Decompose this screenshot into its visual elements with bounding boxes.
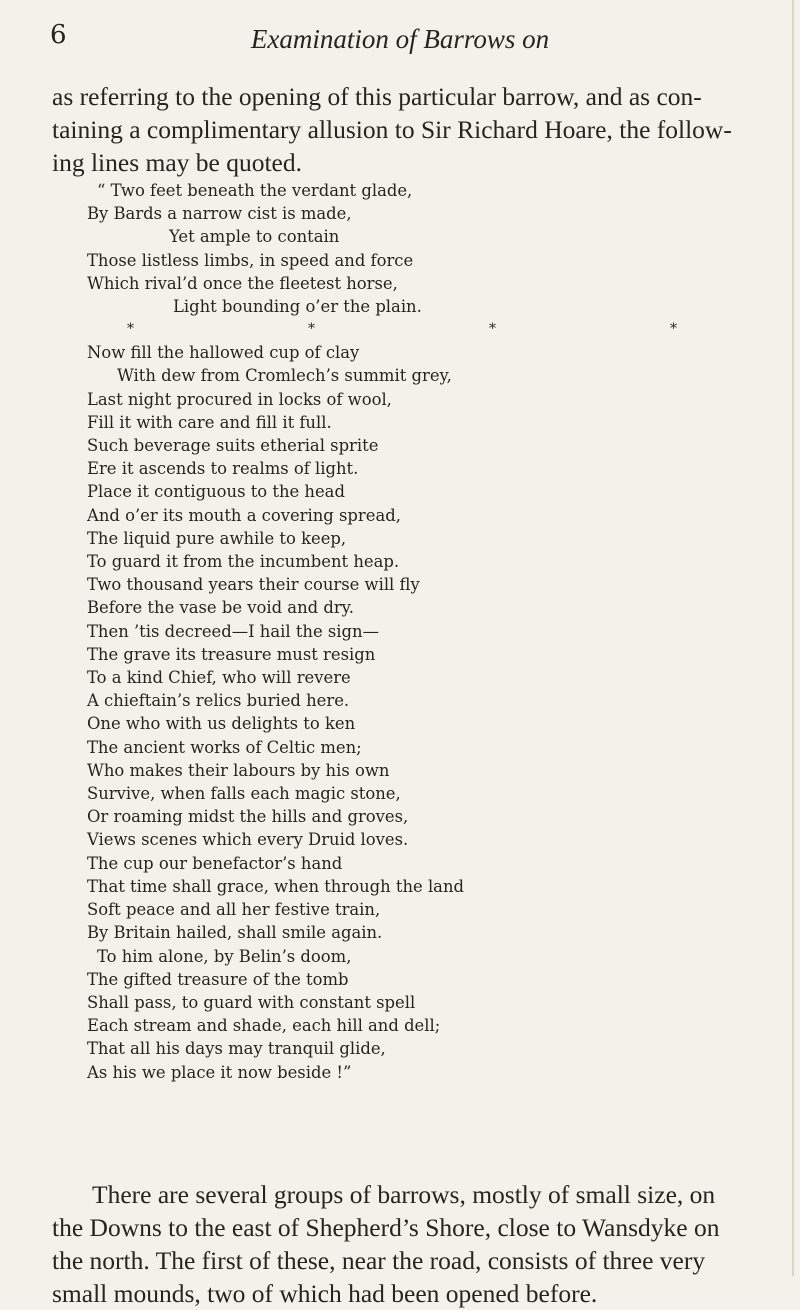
poem-line: The gifted treasure of the tomb [87, 969, 349, 989]
closing-paragraph [52, 1178, 762, 1310]
poem-line: Ere it ascends to realms of light. [87, 459, 359, 479]
page-edge-divider [792, 0, 794, 1276]
poem-line: Each stream and shade, each hill and dell; [87, 1016, 441, 1036]
asterisk: * [670, 321, 677, 338]
poem-stanza-2 [87, 341, 767, 1084]
poem-line: That all his days may tranquil glide, [87, 1039, 386, 1059]
text-line: ing lines may be quoted. [52, 148, 302, 177]
poem-line: Those listless limbs, in speed and force [87, 250, 414, 270]
poem-line: Two thousand years their course will fly [87, 575, 420, 595]
poem-line: Light bounding o’er the plain. [173, 297, 422, 317]
asterisk: * [489, 321, 496, 338]
intro-paragraph [52, 80, 762, 179]
text-line: as referring to the opening of this particular barrow, and as con- [52, 82, 702, 111]
asterisk: * [127, 321, 134, 338]
poem-line: To guard it from the incumbent heap. [87, 552, 400, 572]
text-line: There are several groups of barrows, mostly of small size, on [92, 1180, 716, 1209]
poem-line: One who with us delights to ken [87, 714, 356, 734]
poem-line: With dew from Cromlech’s summit grey, [117, 366, 452, 386]
text-line: the Downs to the east of Shepherd’s Shore, close to Wansdyke on [52, 1213, 720, 1242]
poem-line: Views scenes which every Druid loves. [87, 830, 409, 850]
poem-line: By Britain hailed, shall smile again. [87, 923, 383, 943]
poem-line: And o’er its mouth a covering spread, [87, 505, 401, 525]
poem-line: The cup our benefactor’s hand [87, 853, 343, 873]
poem-line: Such beverage suits etherial sprite [87, 436, 379, 456]
poem-line: Shall pass, to guard with constant spell [87, 992, 416, 1012]
poem-quotation [87, 179, 767, 1084]
poem-line: Fill it with care and fill it full. [87, 412, 332, 432]
poem-line: Soft peace and all her festive train, [87, 900, 381, 920]
poem-line: Then ’tis decreed—I hail the sign— [87, 621, 379, 641]
poem-stanza-1 [87, 179, 767, 318]
poem-line: The grave its treasure must resign [87, 644, 376, 664]
poem-line: Yet ample to contain [169, 227, 340, 247]
asterisk: * [308, 321, 315, 338]
poem-line: “ Two feet beneath the verdant glade, [97, 181, 413, 200]
poem-line: A chieftain’s relics buried here. [87, 691, 350, 711]
poem-line: Which rival’d once the fleetest horse, [87, 273, 398, 293]
poem-line: By Bards a narrow cist is made, [87, 204, 352, 224]
poem-line: Last night procured in locks of wool, [87, 389, 392, 409]
poem-line: Before the vase be void and dry. [87, 598, 354, 618]
poem-line: Survive, when falls each magic stone, [87, 784, 401, 804]
text-line: taining a complimentary allusion to Sir Richard Hoare, the follow- [52, 115, 732, 144]
poem-line: To a kind Chief, who will revere [87, 668, 351, 688]
poem-line: To him alone, by Belin’s doom, [97, 946, 352, 966]
poem-line: Place it contiguous to the head [87, 482, 345, 502]
asterism-divider [87, 318, 677, 341]
poem-line: As his we place it now beside !” [87, 1062, 352, 1082]
text-line: small mounds, two of which had been opened before. [52, 1279, 598, 1308]
page-number: 6 [50, 20, 67, 50]
running-head: Examination of Barrows on [250, 24, 550, 54]
poem-line: Now fill the hallowed cup of clay [87, 343, 360, 363]
poem-line: The liquid pure awhile to keep, [87, 528, 347, 548]
poem-line: Or roaming midst the hills and groves, [87, 807, 409, 827]
poem-line: That time shall grace, when through the land [87, 876, 465, 896]
poem-line: The ancient works of Celtic men; [87, 737, 362, 757]
poem-line: Who makes their labours by his own [87, 760, 390, 780]
text-line: the north. The first of these, near the road, consists of three very [52, 1246, 706, 1275]
